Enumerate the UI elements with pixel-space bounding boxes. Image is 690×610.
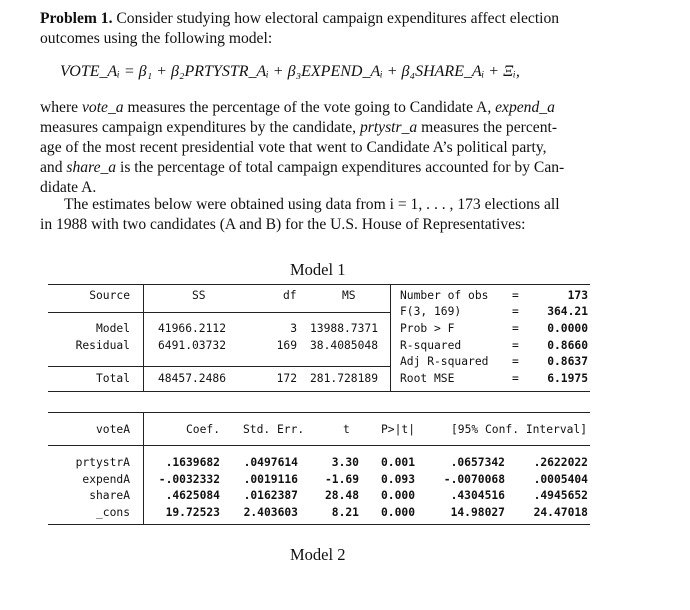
anova-row-df: 169 xyxy=(276,339,297,352)
stat-value: 364.21 xyxy=(547,305,588,318)
anova-row-ss: 41966.2112 xyxy=(158,322,227,335)
stat-value: 0.0000 xyxy=(547,322,588,335)
coef-row-se: .0497614 xyxy=(243,456,298,469)
stat-eq: = xyxy=(512,322,519,335)
problem-intro xyxy=(40,9,630,49)
p1-text: measures campaign expenditures by the candidate, xyxy=(40,119,360,136)
stat-value: 173 xyxy=(567,289,588,302)
stat-label: F(3, 169) xyxy=(400,305,462,318)
coef-row-t: -1.69 xyxy=(324,473,359,486)
model-equation: VOTE_Aᵢ = β₁ + β₂PRTYSTR_Aᵢ + β₃EXPEND_Aᵢ + β₄SHARE_Aᵢ + Ξᵢ, xyxy=(60,63,520,80)
anova-total-rule xyxy=(48,366,391,367)
coef-header-p: P>|t| xyxy=(381,423,416,436)
coef-row-t: 28.48 xyxy=(324,489,359,502)
anova-header-df: df xyxy=(283,289,297,302)
p1-text: measures the percent- xyxy=(417,119,558,136)
anova-row-ms: 281.728189 xyxy=(310,372,379,385)
anova-top-rule xyxy=(48,284,590,285)
anova-right-divider xyxy=(390,284,391,392)
coef-row-t: 3.30 xyxy=(331,456,359,469)
coef-header-t: t xyxy=(343,423,350,436)
coef-row-coef: .4625084 xyxy=(165,489,220,502)
coef-header-coef: Coef. xyxy=(186,423,221,436)
coef-header-var: voteA xyxy=(95,423,130,436)
coef-bottom-rule xyxy=(48,524,590,525)
var-vote-a: vote_a xyxy=(82,99,124,116)
stat-eq: = xyxy=(512,305,519,318)
p1-text: and xyxy=(40,159,67,176)
anova-row-ss: 6491.03732 xyxy=(158,339,227,352)
coef-row-coef: 19.72523 xyxy=(165,506,220,519)
coef-row-coef: -.0032332 xyxy=(158,473,220,486)
coef-header-ci: [95% Conf. Interval] xyxy=(451,423,588,436)
anova-row-source: Residual xyxy=(75,339,130,352)
coef-row-var: expendA xyxy=(82,473,130,486)
coef-row-coef: .1639682 xyxy=(165,456,220,469)
intro-line-2: outcomes using the following model: xyxy=(40,30,273,47)
coef-row-se: .0162387 xyxy=(243,489,298,502)
anova-bottom-rule xyxy=(48,391,590,392)
anova-row-df: 172 xyxy=(276,372,297,385)
coef-row-hi: .0005404 xyxy=(533,473,588,486)
coef-row-se: 2.403603 xyxy=(243,506,298,519)
var-expend-a: expend_a xyxy=(495,99,555,116)
paragraph-data xyxy=(40,195,630,235)
anova-row-source: Total xyxy=(95,372,130,385)
p2-line-1: The estimates below were obtained using data from i = 1, . . . , 173 elections all xyxy=(64,196,560,213)
stat-value: 0.8660 xyxy=(547,339,588,352)
stat-value: 0.8637 xyxy=(547,355,588,368)
model-2-title: Model 2 xyxy=(290,545,346,564)
coef-row-p: 0.000 xyxy=(380,489,415,502)
anova-row-ss: 48457.2486 xyxy=(158,372,227,385)
anova-row-ms: 13988.7371 xyxy=(310,322,379,335)
coef-row-p: 0.000 xyxy=(380,506,415,519)
problem-label: Problem 1. xyxy=(40,10,113,27)
stat-label: Adj R-squared xyxy=(400,355,489,368)
coef-mid-rule xyxy=(48,445,590,446)
coef-row-p: 0.001 xyxy=(380,456,415,469)
coef-divider xyxy=(143,412,144,525)
coef-row-var: prtystrA xyxy=(75,456,130,469)
anova-header-ss: SS xyxy=(192,289,206,302)
stat-label: Root MSE xyxy=(400,372,455,385)
anova-divider xyxy=(143,284,144,392)
stat-eq: = xyxy=(512,339,519,352)
p1-text: measures the percentage of the vote going to Candidate A, xyxy=(123,99,496,116)
stat-label: Prob > F xyxy=(400,322,455,335)
coef-row-p: 0.093 xyxy=(380,473,415,486)
stat-label: R-squared xyxy=(400,339,462,352)
stat-eq: = xyxy=(512,289,519,302)
p1-text: didate A. xyxy=(40,179,97,196)
stat-label: Number of obs xyxy=(400,289,489,302)
stat-eq: = xyxy=(512,372,519,385)
coef-row-lo: .0657342 xyxy=(450,456,505,469)
coef-header-se: Std. Err. xyxy=(243,423,305,436)
model-1-title: Model 1 xyxy=(290,260,346,279)
coef-row-var: _cons xyxy=(95,506,130,519)
coef-row-hi: 24.47018 xyxy=(533,506,588,519)
var-share-a: share_a xyxy=(66,159,117,176)
anova-header-ms: MS xyxy=(342,289,356,302)
coef-row-t: 8.21 xyxy=(331,506,359,519)
coef-row-var: shareA xyxy=(89,489,130,502)
anova-mid-rule xyxy=(48,312,391,313)
p1-text: where xyxy=(40,99,82,116)
paragraph-variables xyxy=(40,98,630,198)
anova-row-source: Model xyxy=(95,322,130,335)
stat-value: 6.1975 xyxy=(547,372,588,385)
stat-eq: = xyxy=(512,355,519,368)
p1-text: age of the most recent presidential vote that went to Candidate A’s political party, xyxy=(40,139,547,156)
intro-line-1: Consider studying how electoral campaign expenditures affect election xyxy=(116,10,560,27)
coef-row-hi: .2622022 xyxy=(533,456,588,469)
coef-row-lo: 14.98027 xyxy=(450,506,505,519)
anova-header-source: Source xyxy=(89,289,130,302)
p1-text: is the percentage of total campaign expenditures accounted for by Can- xyxy=(116,159,565,176)
anova-row-ms: 38.4085048 xyxy=(310,339,379,352)
coef-row-lo: -.0070068 xyxy=(443,473,505,486)
coef-row-lo: .4304516 xyxy=(450,489,505,502)
anova-row-df: 3 xyxy=(290,322,297,335)
var-prtystr-a: prtystr_a xyxy=(359,119,418,136)
coef-row-se: .0019116 xyxy=(243,473,298,486)
coef-row-hi: .4945652 xyxy=(533,489,588,502)
p2-line-2: in 1988 with two candidates (A and B) for the U.S. House of Representatives: xyxy=(40,216,526,233)
coef-top-rule xyxy=(48,412,590,413)
